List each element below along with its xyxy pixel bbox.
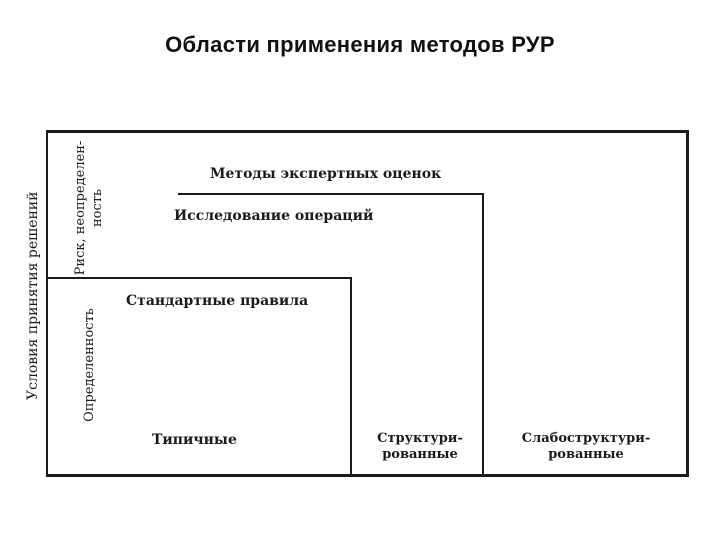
page-title: Области применения методов РУР bbox=[165, 32, 555, 57]
axis-label-decision-conditions: Условия принятия решений bbox=[25, 191, 41, 400]
label-structured bbox=[358, 431, 482, 463]
row-label-uncertainty bbox=[72, 138, 108, 278]
label-standard-rules: Стандартные правила bbox=[126, 293, 309, 309]
label-weakly-structured-line2: рованные bbox=[548, 447, 624, 462]
label-structured-line1: Структури- bbox=[377, 431, 463, 446]
row-label-uncertainty-line1: Риск, неопределен- bbox=[73, 140, 88, 276]
label-expert-methods: Методы экспертных оценок bbox=[210, 166, 442, 182]
label-weakly-structured bbox=[496, 431, 676, 463]
row-label-uncertainty-line2: ность bbox=[90, 188, 105, 228]
row-label-certainty: Определенность bbox=[82, 308, 97, 422]
label-weakly-structured-line1: Слабоструктури- bbox=[521, 431, 651, 446]
label-structured-line2: рованные bbox=[382, 447, 458, 462]
label-typical: Типичные bbox=[152, 432, 237, 448]
label-operations-research: Исследование операций bbox=[174, 208, 374, 224]
